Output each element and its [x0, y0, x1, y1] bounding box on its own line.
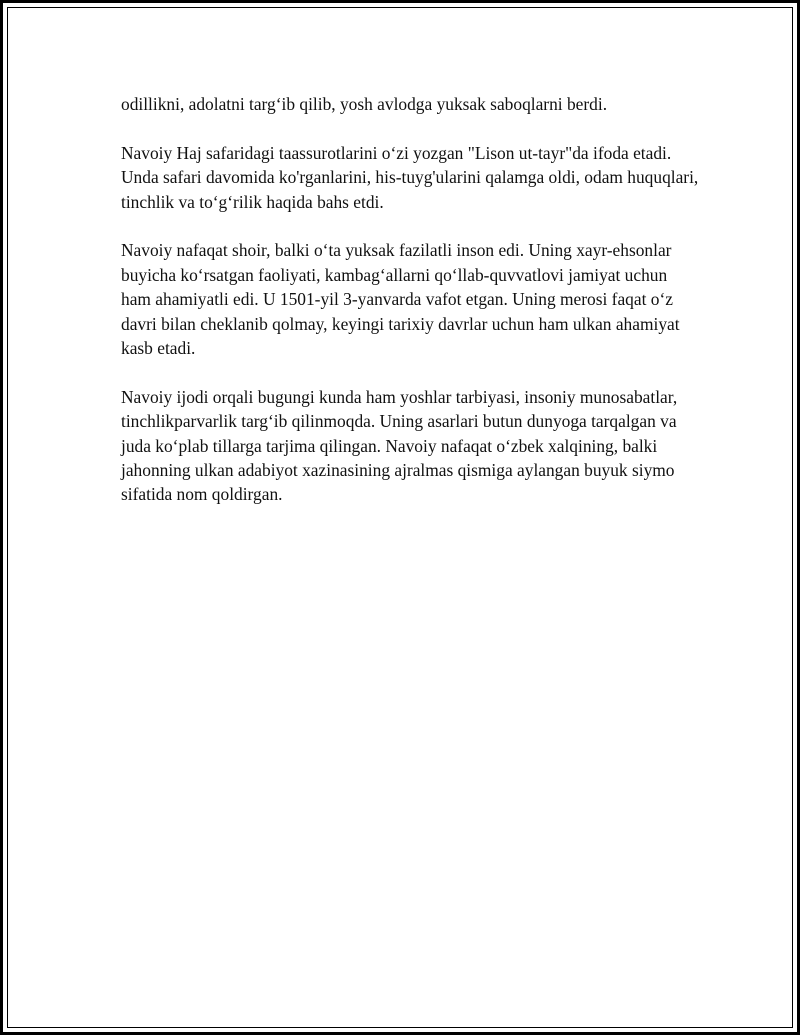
paragraph: Navoiy Haj safaridagi taassurotlarini o‘zi yozgan "Lison ut-tayr"da ifoda etadi. Unda safari davomida ko'rganlarini, his-tuyg'ularini qalamga oldi, odam huquqlari, tinchlik va to‘g‘rilik haqida bahs etdi.	[121, 142, 699, 212]
paragraph: Navoiy nafaqat shoir, balki o‘ta yuksak fazilatli inson edi. Uning xayr-ehsonlar buyicha ko‘rsatgan faoliyati, kambag‘allarni qo‘llab-quvvatlovi jamiyat uchun ham ahamiyatli edi. U 1501-yil 3-yanvarda vafot etgan. Uning merosi faqat o‘z davri bilan cheklanib qolmay, keyingi tarixiy davrlar uchun ham ulkan ahamiyat kasb etadi.	[121, 240, 680, 359]
paragraph: odillikni, adolatni targ‘ib qilib, yosh avlodga yuksak saboqlarni berdi.	[121, 94, 608, 114]
paragraph: Navoiy ijodi orqali bugungi kunda ham yoshlar tarbiyasi, insoniy munosabatlar, tinchlikparvarlik targ‘ib qilinmoqda. Uning asarlari butun dunyoga tarqalgan va juda ko‘plab tillarga tarjima qilingan. Navoiy nafaqat o‘zbek xalqining, balki jahonning ulkan adabiyot xazinasining ajralmas qismiga aylangan buyuk siymo sifatida nom qoldirgan.	[121, 386, 678, 505]
document-body	[121, 92, 701, 531]
